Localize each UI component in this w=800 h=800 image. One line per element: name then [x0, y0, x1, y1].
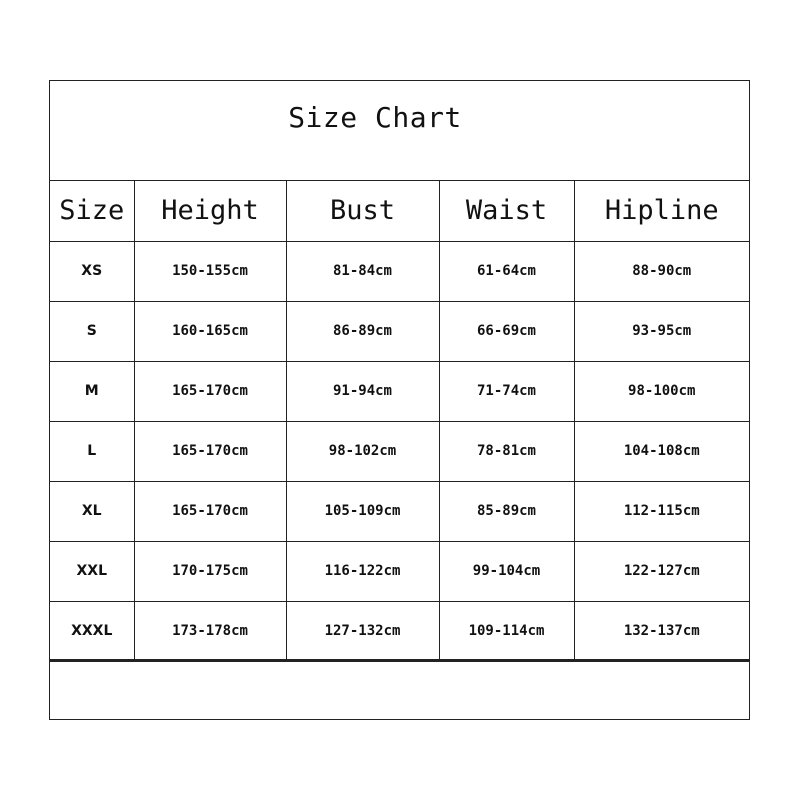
column-header-hipline: Hipline	[574, 181, 749, 241]
size-cell: L	[50, 421, 134, 481]
table-row	[50, 361, 749, 421]
hipline-cell: 98-100cm	[574, 361, 749, 421]
waist-cell: 85-89cm	[439, 481, 574, 541]
column-header-size: Size	[50, 181, 134, 241]
waist-cell: 78-81cm	[439, 421, 574, 481]
size-cell: M	[50, 361, 134, 421]
height-cell: 160-165cm	[134, 301, 286, 361]
height-cell: 173-178cm	[134, 601, 286, 661]
bust-cell: 91-94cm	[286, 361, 439, 421]
height-cell: 165-170cm	[134, 421, 286, 481]
chart-title: Size Chart	[288, 101, 462, 134]
bust-cell: 98-102cm	[286, 421, 439, 481]
waist-cell: 71-74cm	[439, 361, 574, 421]
size-cell: XL	[50, 481, 134, 541]
table-row	[50, 241, 749, 301]
size-cell: XXL	[50, 541, 134, 601]
size-cell: XS	[50, 241, 134, 301]
size-cell: XXXL	[50, 601, 134, 661]
table-row	[50, 481, 749, 541]
bust-cell: 105-109cm	[286, 481, 439, 541]
hipline-cell: 122-127cm	[574, 541, 749, 601]
bust-cell: 116-122cm	[286, 541, 439, 601]
waist-cell: 99-104cm	[439, 541, 574, 601]
bust-cell: 127-132cm	[286, 601, 439, 661]
hipline-cell: 132-137cm	[574, 601, 749, 661]
column-header-bust: Bust	[286, 181, 439, 241]
hipline-cell: 112-115cm	[574, 481, 749, 541]
size-cell: S	[50, 301, 134, 361]
table-row	[50, 541, 749, 601]
waist-cell: 61-64cm	[439, 241, 574, 301]
waist-cell: 66-69cm	[439, 301, 574, 361]
column-header-waist: Waist	[439, 181, 574, 241]
bust-cell: 81-84cm	[286, 241, 439, 301]
table-row	[50, 301, 749, 361]
height-cell: 150-155cm	[134, 241, 286, 301]
hipline-cell: 93-95cm	[574, 301, 749, 361]
height-cell: 165-170cm	[134, 481, 286, 541]
hipline-cell: 104-108cm	[574, 421, 749, 481]
hipline-cell: 88-90cm	[574, 241, 749, 301]
waist-cell: 109-114cm	[439, 601, 574, 661]
height-cell: 170-175cm	[134, 541, 286, 601]
header-row	[50, 181, 749, 241]
table-row	[50, 601, 749, 661]
footer-row	[50, 659, 749, 719]
column-header-height: Height	[134, 181, 286, 241]
table-row	[50, 421, 749, 481]
size-chart-table	[49, 80, 750, 720]
bust-cell: 86-89cm	[286, 301, 439, 361]
height-cell: 165-170cm	[134, 361, 286, 421]
title-row	[50, 81, 749, 181]
size-grid	[50, 181, 749, 662]
